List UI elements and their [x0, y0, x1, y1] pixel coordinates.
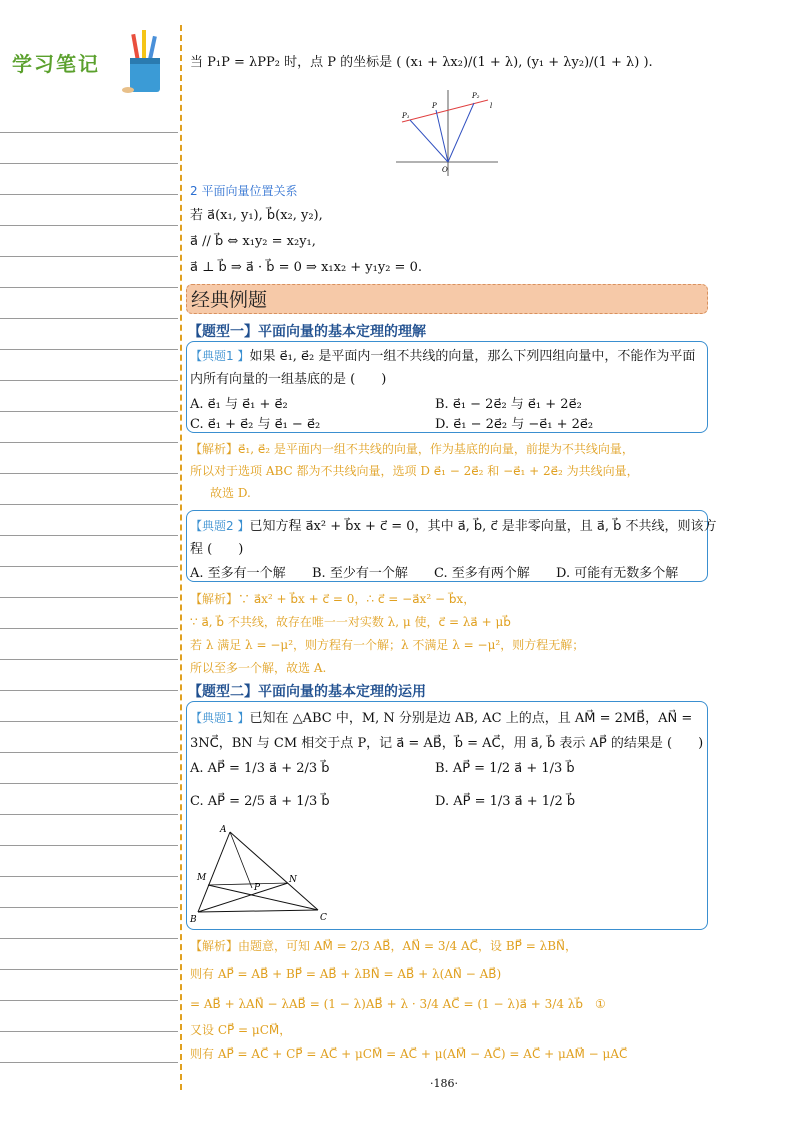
- fig-label-n: N: [289, 875, 297, 885]
- figure-division-point: [392, 86, 502, 178]
- section2-line2: a⃗ // b⃗ ⇔ x₁y₂ = x₂y₁,: [190, 234, 316, 249]
- fig1-p2-label: P₂: [472, 92, 480, 100]
- notes-title: 学习笔记: [12, 52, 100, 76]
- pencil-cup-icon: [120, 30, 172, 96]
- section2-title: 2 平面向量位置关系: [190, 184, 298, 198]
- solution1-line1: 【解析】e⃗₁, e⃗₂ 是平面内一组不共线的向量，作为基底的向量，前提为不共线向量，: [190, 442, 634, 456]
- example3-stem-line2: 3NC⃗，BN 与 CM 相交于点 P，记 a⃗ = AB⃗，b⃗ = AC⃗，用 a⃗, b⃗ 表示 AP⃗ 的结果是 ( ): [190, 736, 704, 751]
- fig-label-m: M: [197, 873, 207, 883]
- solution2-line3: 若 λ 满足 λ = −μ²，则方程有一个解；λ 不满足 λ = −μ²，则方程无解；: [190, 638, 585, 652]
- fig-label-b: B: [190, 915, 197, 925]
- example3-option-b: B. AP⃗ = 1/2 a⃗ + 1/3 b⃗: [435, 761, 575, 776]
- solution2-line2: ∵ a⃗, b⃗ 不共线，故存在唯一一对实数 λ, μ 使，c⃗ = λa⃗ + μb⃗: [190, 615, 511, 629]
- example1-option-d: D. e⃗₁ − 2e⃗₂ 与 −e⃗₁ + 2e⃗₂: [435, 417, 594, 432]
- fig1-p1-label: P₁: [402, 112, 410, 120]
- figure-triangle-abc: [188, 822, 338, 926]
- example3-stem-line1: 已知在 △ABC 中，M, N 分别是边 AB, AC 上的点，且 AM⃗ = 2MB⃗，AN⃗ =: [249, 711, 693, 726]
- type1-heading: 【题型一】平面向量的基本定理的理解: [188, 324, 426, 340]
- page-number: ·186·: [430, 1077, 458, 1090]
- example2-option-b: B. 至少有一个解: [312, 566, 408, 581]
- example3-option-d: D. AP⃗ = 1/3 a⃗ + 1/2 b⃗: [435, 794, 576, 809]
- type2-heading: 【题型二】平面向量的基本定理的运用: [188, 684, 426, 700]
- example2-stem-line2: 程 ( ): [190, 542, 244, 557]
- dashed-divider: [180, 25, 182, 1090]
- classic-examples-banner: 经典例题: [186, 284, 708, 314]
- division-point-formula: 当 P₁P = λPP₂ 时，点 P 的坐标是 ( (x₁ + λx₂)/(1 + λ), (y₁ + λy₂)/(1 + λ) ).: [190, 55, 653, 70]
- solution2-line4: 所以至多一个解，故选 A.: [190, 661, 327, 675]
- fig-label-c: C: [320, 913, 327, 923]
- example1-stem-line2: 内所有向量的一组基底的是 ( ): [190, 372, 387, 387]
- solution1-line3: 故选 D.: [210, 486, 251, 500]
- solution3-line3: = AB⃗ + λAN⃗ − λAB⃗ = (1 − λ)AB⃗ + λ · 3/4 AC⃗ = (1 − λ)a⃗ + 3/4 λb⃗ ①: [190, 997, 606, 1011]
- example1-option-a: A. e⃗₁ 与 e⃗₁ + e⃗₂: [190, 397, 288, 412]
- fig1-l-label: l: [490, 102, 493, 110]
- example1-tag: 【典题1 】: [190, 349, 250, 363]
- solution3-line5: 则有 AP⃗ = AC⃗ + CP⃗ = AC⃗ + μCM⃗ = AC⃗ + μ(AM⃗ − AC⃗) = AC⃗ + μAM⃗ − μAC⃗: [190, 1047, 628, 1061]
- solution3-line4: 又设 CP⃗ = μCM⃗，: [190, 1023, 292, 1037]
- solution1-line2: 所以对于选项 ABC 都为不共线向量，选项 D e⃗₁ − 2e⃗₂ 和 −e⃗₁ + 2e⃗₂ 为共线向量，: [190, 464, 639, 478]
- example1-option-c: C. e⃗₁ + e⃗₂ 与 e⃗₁ − e⃗₂: [190, 417, 321, 432]
- example3-option-c: C. AP⃗ = 2/5 a⃗ + 1/3 b⃗: [190, 794, 330, 809]
- solution3-line1: 【解析】由题意，可知 AM⃗ = 2/3 AB⃗，AN⃗ = 3/4 AC⃗，设 BP⃗ = λBN⃗，: [190, 939, 577, 953]
- fig-label-p: P: [254, 883, 261, 893]
- example3-option-a: A. AP⃗ = 1/3 a⃗ + 2/3 b⃗: [190, 761, 330, 776]
- section2-line3: a⃗ ⊥ b⃗ ⇒ a⃗ · b⃗ = 0 ⇒ x₁x₂ + y₁y₂ = 0.: [190, 260, 422, 275]
- solution2-line1: 【解析】∵ a⃗x² + b⃗x + c⃗ = 0，∴ c⃗ = −a⃗x² − b⃗x，: [190, 592, 476, 606]
- notes-sidebar: [0, 0, 178, 1122]
- example2-option-c: C. 至多有两个解: [434, 566, 530, 581]
- fig-label-a: A: [220, 825, 227, 835]
- section2-line1: 若 a⃗(x₁, y₁), b⃗(x₂, y₂),: [190, 208, 323, 223]
- example1-stem-line1: 如果 e⃗₁, e⃗₂ 是平面内一组不共线的向量，那么下列四组向量中，不能作为平面: [249, 349, 696, 364]
- example2-option-a: A. 至多有一个解: [190, 566, 286, 581]
- example1-option-b: B. e⃗₁ − 2e⃗₂ 与 e⃗₁ + 2e⃗₂: [435, 397, 582, 412]
- fig1-o-label: O: [442, 166, 448, 174]
- example2-tag: 【典题2 】: [190, 519, 250, 533]
- solution3-line2: 则有 AP⃗ = AB⃗ + BP⃗ = AB⃗ + λBN⃗ = AB⃗ + λ(AN⃗ − AB⃗): [190, 967, 502, 981]
- fig1-p-label: P: [432, 102, 437, 110]
- example2-option-d: D. 可能有无数多个解: [556, 566, 679, 581]
- example3-tag: 【典题1 】: [190, 711, 250, 725]
- example2-stem-line1: 已知方程 a⃗x² + b⃗x + c⃗ = 0，其中 a⃗, b⃗, c⃗ 是非零向量，且 a⃗, b⃗ 不共线，则该方: [249, 519, 717, 534]
